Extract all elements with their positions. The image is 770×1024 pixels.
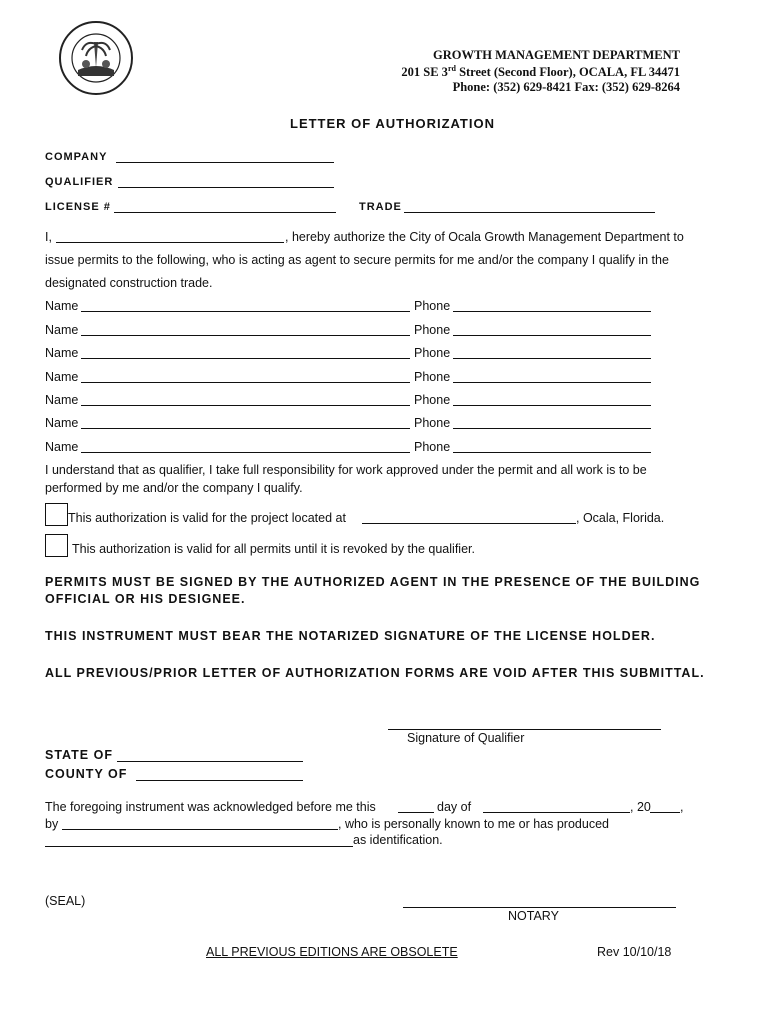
agent-name-field[interactable]	[81, 405, 410, 406]
project-location-field[interactable]	[362, 523, 576, 524]
agent-phone-label: Phone	[414, 323, 451, 337]
department-phone: Phone: (352) 629-8421 Fax: (352) 629-8264	[452, 80, 680, 94]
ack-text-1: The foregoing instrument was acknowledged before me this	[45, 800, 376, 814]
notice-signing-line-1: PERMITS MUST BE SIGNED BY THE AUTHORIZED AGENT IN THE PRESENCE OF THE BUILDING	[45, 575, 701, 589]
ack-comma: ,	[680, 800, 684, 814]
agent-name-label: Name	[45, 440, 79, 454]
ack-person-field[interactable]	[62, 829, 338, 830]
agent-phone-field[interactable]	[453, 358, 651, 359]
agent-name-label: Name	[45, 416, 79, 430]
notice-notarized: THIS INSTRUMENT MUST BEAR THE NOTARIZED SIGNATURE OF THE LICENSE HOLDER.	[45, 629, 656, 643]
department-address: 201 SE 3rd Street (Second Floor), OCALA, FL 34471	[401, 64, 680, 80]
notary-label: NOTARY	[508, 909, 559, 923]
agent-name-label: Name	[45, 299, 79, 313]
ack-text-3: as identification.	[353, 833, 443, 847]
agent-phone-label: Phone	[414, 440, 451, 454]
city-seal-logo	[58, 20, 134, 96]
agent-phone-field[interactable]	[453, 335, 651, 336]
ack-text-2: , who is personally known to me or has produced	[338, 817, 609, 831]
qualifier-name-field[interactable]	[56, 242, 284, 243]
state-field[interactable]	[117, 761, 303, 762]
agent-name-field[interactable]	[81, 358, 410, 359]
ack-by-label: by	[45, 817, 59, 831]
notice-void: ALL PREVIOUS/PRIOR LETTER OF AUTHORIZATION FORMS ARE VOID AFTER THIS SUBMITTAL.	[45, 666, 705, 680]
responsibility-text-2: performed by me and/or the company I qualify.	[45, 481, 303, 495]
project-location-suffix: , Ocala, Florida.	[576, 511, 665, 525]
auth-text-3: designated construction trade.	[45, 276, 213, 290]
agent-name-label: Name	[45, 393, 79, 407]
all-permits-checkbox[interactable]	[45, 534, 68, 557]
agent-name-field[interactable]	[81, 335, 410, 336]
footer-obsolete-notice: ALL PREVIOUS EDITIONS ARE OBSOLETE	[206, 945, 458, 959]
agent-phone-label: Phone	[414, 346, 451, 360]
auth-i-label: I,	[45, 230, 52, 244]
agent-phone-field[interactable]	[453, 428, 651, 429]
ack-month-field[interactable]	[483, 812, 630, 813]
qualifier-label: QUALIFIER	[45, 176, 114, 188]
county-label: COUNTY OF	[45, 767, 128, 781]
page-title: LETTER OF AUTHORIZATION	[290, 116, 495, 131]
agent-phone-label: Phone	[414, 299, 451, 313]
agent-phone-field[interactable]	[453, 452, 651, 453]
department-name: GROWTH MANAGEMENT DEPARTMENT	[432, 48, 680, 62]
trade-field[interactable]	[404, 212, 655, 213]
auth-text-1: , hereby authorize the City of Ocala Growth Management Department to	[285, 230, 684, 244]
agent-phone-field[interactable]	[453, 405, 651, 406]
ack-identification-field[interactable]	[45, 846, 353, 847]
all-permits-text: This authorization is valid for all permits until it is revoked by the qualifier.	[72, 542, 475, 556]
agent-phone-label: Phone	[414, 393, 451, 407]
ack-year-prefix: , 20	[630, 800, 651, 814]
agent-phone-label: Phone	[414, 416, 451, 430]
agent-name-field[interactable]	[81, 452, 410, 453]
notary-signature-field[interactable]	[403, 907, 676, 908]
qualifier-field[interactable]	[118, 187, 334, 188]
project-specific-checkbox[interactable]	[45, 503, 68, 526]
county-field[interactable]	[136, 780, 303, 781]
qualifier-signature-label: Signature of Qualifier	[407, 731, 525, 745]
agent-name-field[interactable]	[81, 382, 410, 383]
qualifier-signature-field[interactable]	[388, 729, 661, 730]
company-label: COMPANY	[45, 151, 108, 163]
agent-phone-label: Phone	[414, 370, 451, 384]
project-specific-text: This authorization is valid for the project located at	[68, 511, 346, 525]
agent-name-field[interactable]	[81, 311, 410, 312]
ack-day-of-label: day of	[437, 800, 472, 814]
trade-label: TRADE	[359, 201, 402, 213]
agent-phone-field[interactable]	[453, 311, 651, 312]
responsibility-text-1: I understand that as qualifier, I take full responsibility for work approved under the permit and all work is to be	[45, 463, 647, 477]
agent-name-field[interactable]	[81, 428, 410, 429]
state-label: STATE OF	[45, 748, 113, 762]
agent-name-label: Name	[45, 370, 79, 384]
auth-text-2: issue permits to the following, who is acting as agent to secure permits for me and/or the company I qualify in the	[45, 253, 669, 267]
agent-phone-field[interactable]	[453, 382, 651, 383]
ack-day-field[interactable]	[398, 812, 434, 813]
company-field[interactable]	[116, 162, 334, 163]
seal-label: (SEAL)	[45, 894, 86, 908]
ack-year-field[interactable]	[650, 812, 680, 813]
agent-name-label: Name	[45, 346, 79, 360]
notice-signing-line-2: OFFICIAL OR HIS DESIGNEE.	[45, 592, 246, 606]
agent-name-label: Name	[45, 323, 79, 337]
footer-revision: Rev 10/10/18	[597, 945, 672, 959]
license-field[interactable]	[114, 212, 336, 213]
license-label: LICENSE #	[45, 201, 111, 213]
